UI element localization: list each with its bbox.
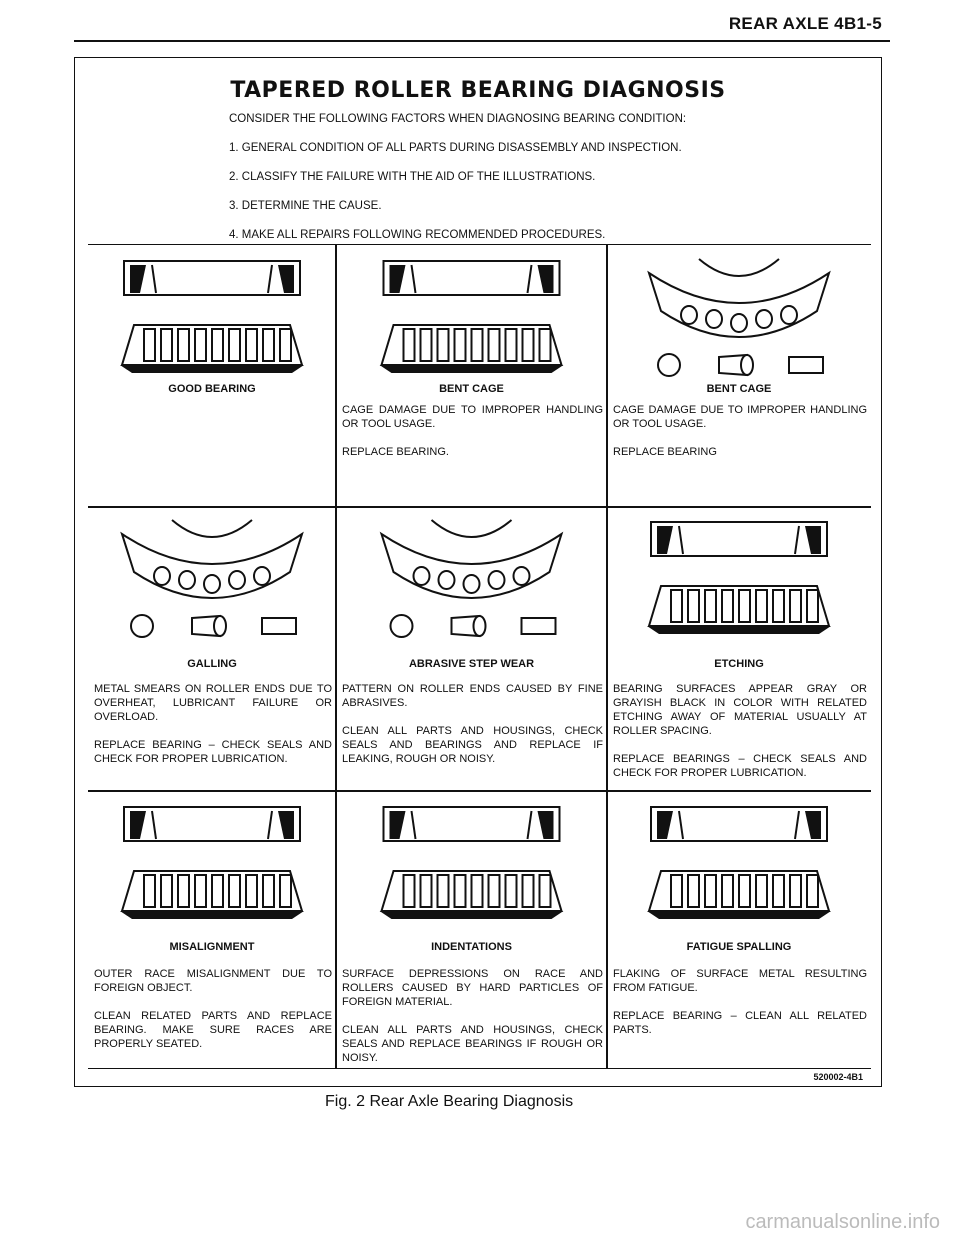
diagnosis-cell — [607, 791, 871, 1071]
correction-text: REPLACE BEARING – CHECK SEALS AND CHECK FOR PROPER LUBRICATION. — [94, 739, 332, 765]
cause-text: METAL SMEARS ON ROLLER ENDS DUE TO OVERHEAT, LUBRICANT FAILURE OR OVERLOAD. — [94, 683, 332, 723]
correction-text: CLEAN ALL PARTS AND HOUSINGS, CHECK SEALS AND REPLACE BEARINGS IF ROUGH OR NOISY. — [342, 1024, 603, 1064]
cell-description — [613, 403, 867, 473]
cell-caption: ABRASIVE STEP WEAR — [408, 658, 535, 670]
diagnosis-cell — [607, 245, 871, 506]
cell-description — [613, 682, 867, 794]
cell-caption: MISALIGNMENT — [169, 941, 255, 953]
figure-caption: Fig. 2 Rear Axle Bearing Diagnosis — [325, 1093, 574, 1110]
chart-title: TAPERED ROLLER BEARING DIAGNOSIS — [230, 78, 726, 103]
correction-text: REPLACE BEARING. — [342, 446, 449, 458]
cell-description — [94, 682, 332, 780]
cell-description — [342, 403, 603, 473]
cause-text: CAGE DAMAGE DUE TO IMPROPER HANDLING OR TOOL USAGE. — [342, 404, 603, 430]
cause-text: CAGE DAMAGE DUE TO IMPROPER HANDLING OR TOOL USAGE. — [613, 404, 867, 430]
diagnosis-cell — [88, 791, 336, 1071]
step-3: 3. DETERMINE THE CAUSE. — [229, 200, 382, 212]
cell-description — [342, 682, 603, 780]
diagnosis-cell — [336, 506, 607, 791]
correction-text: REPLACE BEARING — [613, 446, 717, 458]
diagnosis-cell — [607, 506, 871, 791]
cell-caption: GALLING — [187, 658, 237, 670]
step-2: 2. CLASSIFY THE FAILURE WITH THE AID OF THE ILLUSTRATIONS. — [229, 171, 596, 183]
watermark-text: carmanualsonline.info — [745, 1211, 940, 1233]
cell-caption: INDENTATIONS — [431, 941, 512, 953]
cell-caption: GOOD BEARING — [168, 383, 256, 395]
cell-caption: BENT CAGE — [706, 383, 772, 395]
cause-text: BEARING SURFACES APPEAR GRAY OR GRAYISH BLACK IN COLOR WITH RELATED ETCHING AWAY OF MATERIAL USUALLY AT ROLLER SPACING. — [613, 683, 867, 737]
cell-caption: ETCHING — [714, 658, 764, 670]
header-rule — [74, 40, 890, 42]
cell-description — [342, 967, 603, 1079]
cause-text: FLAKING OF SURFACE METAL RESULTING FROM FATIGUE. — [613, 968, 867, 994]
correction-text: CLEAN ALL PARTS AND HOUSINGS, CHECK SEALS AND BEARINGS AND REPLACE IF LEAKING, ROUGH OR NOISY. — [342, 725, 603, 765]
cell-caption: BENT CAGE — [439, 383, 504, 395]
diagnosis-chart — [74, 57, 882, 1087]
page-header: REAR AXLE 4B1-5 — [728, 14, 882, 33]
cause-text: SURFACE DEPRESSIONS ON RACE AND ROLLERS CAUSED BY HARD PARTICLES OF FOREIGN MATERIAL. — [342, 968, 603, 1008]
cell-description — [94, 403, 332, 417]
cause-text: OUTER RACE MISALIGNMENT DUE TO FOREIGN OBJECT. — [94, 968, 332, 994]
cell-description — [613, 967, 867, 1051]
cell-caption: FATIGUE SPALLING — [686, 941, 792, 953]
diagnosis-cell — [88, 506, 336, 791]
step-4: 4. MAKE ALL REPAIRS FOLLOWING RECOMMENDED PROCEDURES. — [229, 229, 606, 241]
correction-text: REPLACE BEARINGS – CHECK SEALS AND CHECK FOR PROPER LUBRICATION. — [613, 753, 867, 779]
step-1: 1. GENERAL CONDITION OF ALL PARTS DURING DISASSEMBLY AND INSPECTION. — [229, 142, 682, 154]
correction-text: CLEAN RELATED PARTS AND REPLACE BEARING. MAKE SURE RACES ARE PROPERLY SEATED. — [94, 1010, 332, 1050]
cell-description — [94, 967, 332, 1065]
diagnosis-cell — [336, 791, 607, 1071]
diagnosis-cell — [88, 245, 336, 506]
cause-text: PATTERN ON ROLLER ENDS CAUSED BY FINE ABRASIVES. — [342, 683, 603, 709]
figure-number: 520002-4B1 — [813, 1072, 863, 1082]
correction-text: REPLACE BEARING – CLEAN ALL RELATED PARTS. — [613, 1010, 867, 1036]
intro-text: CONSIDER THE FOLLOWING FACTORS WHEN DIAGNOSING BEARING CONDITION: — [229, 113, 687, 125]
diagnosis-cell — [336, 245, 607, 506]
